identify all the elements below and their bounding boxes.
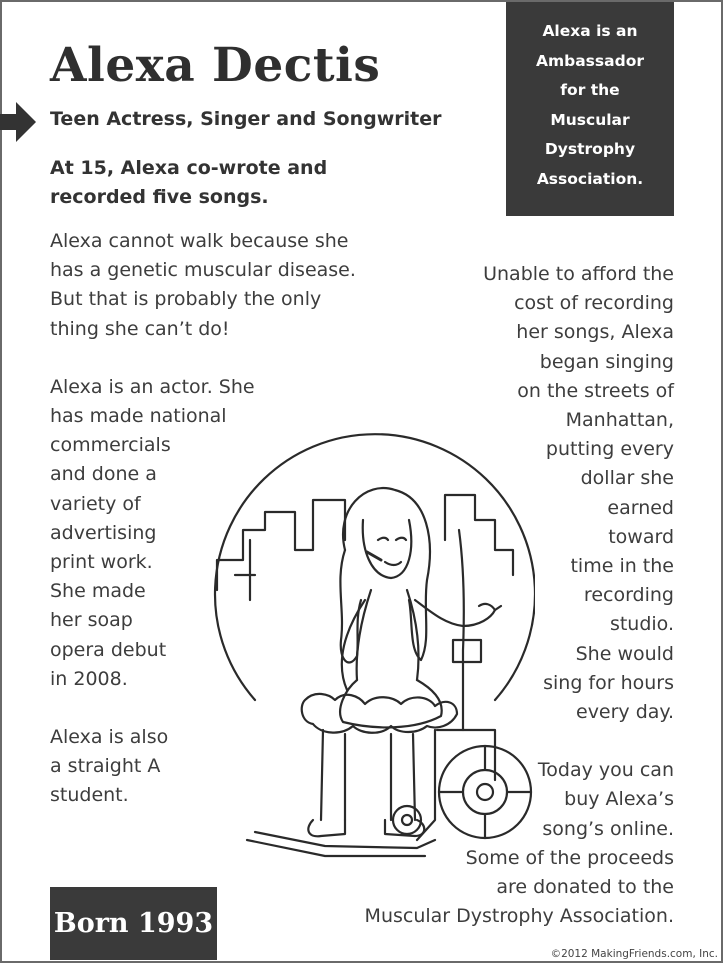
intro-line: recorded five songs. [50,186,269,208]
text-line: time in the [570,555,674,578]
text-line: on the streets of [517,379,674,402]
text-line: putting every [545,438,674,461]
text-line: thing she can’t do! [50,317,230,340]
text-line: earned [607,496,674,519]
text-line: began singing [539,350,674,373]
text-line: her songs, Alexa [516,321,674,344]
text-line: print work. [50,551,153,574]
born-badge: Born 1993 [50,887,217,960]
text-line: Today you can [537,759,674,782]
text-line: Some of the proceeds [465,846,674,869]
text-line: opera debut [50,638,167,661]
ambassador-line: Muscular [550,110,630,129]
text-line: are donated to the [496,876,674,899]
text-line: Alexa is also [50,726,169,749]
text-line: a straight A [50,755,161,778]
text-line: Alexa cannot walk because she [50,230,349,252]
text-line: buy Alexa’s [564,788,674,811]
text-line: recording [583,584,674,607]
ambassador-line: Alexa is an [542,22,638,40]
ambassador-line: Dystrophy [544,140,636,158]
copyright-notice: ©2012 MakingFriends.com, Inc. [550,948,718,960]
text-line: But that is probably the only [50,288,322,311]
ambassador-line: Ambassador [535,51,644,70]
text-line: Unable to afford the [483,263,674,285]
text-line: in 2008. [50,667,128,690]
text-line: toward [608,525,674,548]
text-line: studio. [609,613,674,636]
text-line: and done a [50,463,157,486]
text-line: commercials [50,434,171,457]
text-line: sing for hours [543,671,674,694]
subtitle: Teen Actress, Singer and Songwriter [50,108,442,130]
intro-line: At 15, Alexa co-wrote and [50,157,328,179]
text-line: Muscular Dystrophy Association. [364,905,674,928]
ambassador-line: Association. [536,169,644,188]
right-paragraph [274,260,674,727]
text-line: her soap [50,609,133,632]
text-line: Manhattan, [565,409,674,432]
text-line: variety of [50,492,141,515]
text-line: has made national [50,405,227,428]
text-line: cost of recording [514,292,674,315]
text-line: every day. [576,701,674,724]
text-line: dollar she [580,467,674,490]
right-column [274,260,674,960]
text-line: She would [575,642,674,665]
text-line: has a genetic muscular disease. [50,259,356,282]
intro-text [50,154,370,212]
text-line: advertising [50,521,157,544]
page-title: Alexa Dectis [50,38,381,93]
right-paragraph [274,756,674,931]
text-line: student. [50,784,129,807]
arrow-right-icon [0,100,36,144]
text-line: song’s online. [542,817,674,840]
text-line: She made [50,580,146,603]
ambassador-line: for the [560,81,620,99]
text-line: Alexa is an actor. She [50,375,255,398]
ambassador-box [506,2,674,216]
